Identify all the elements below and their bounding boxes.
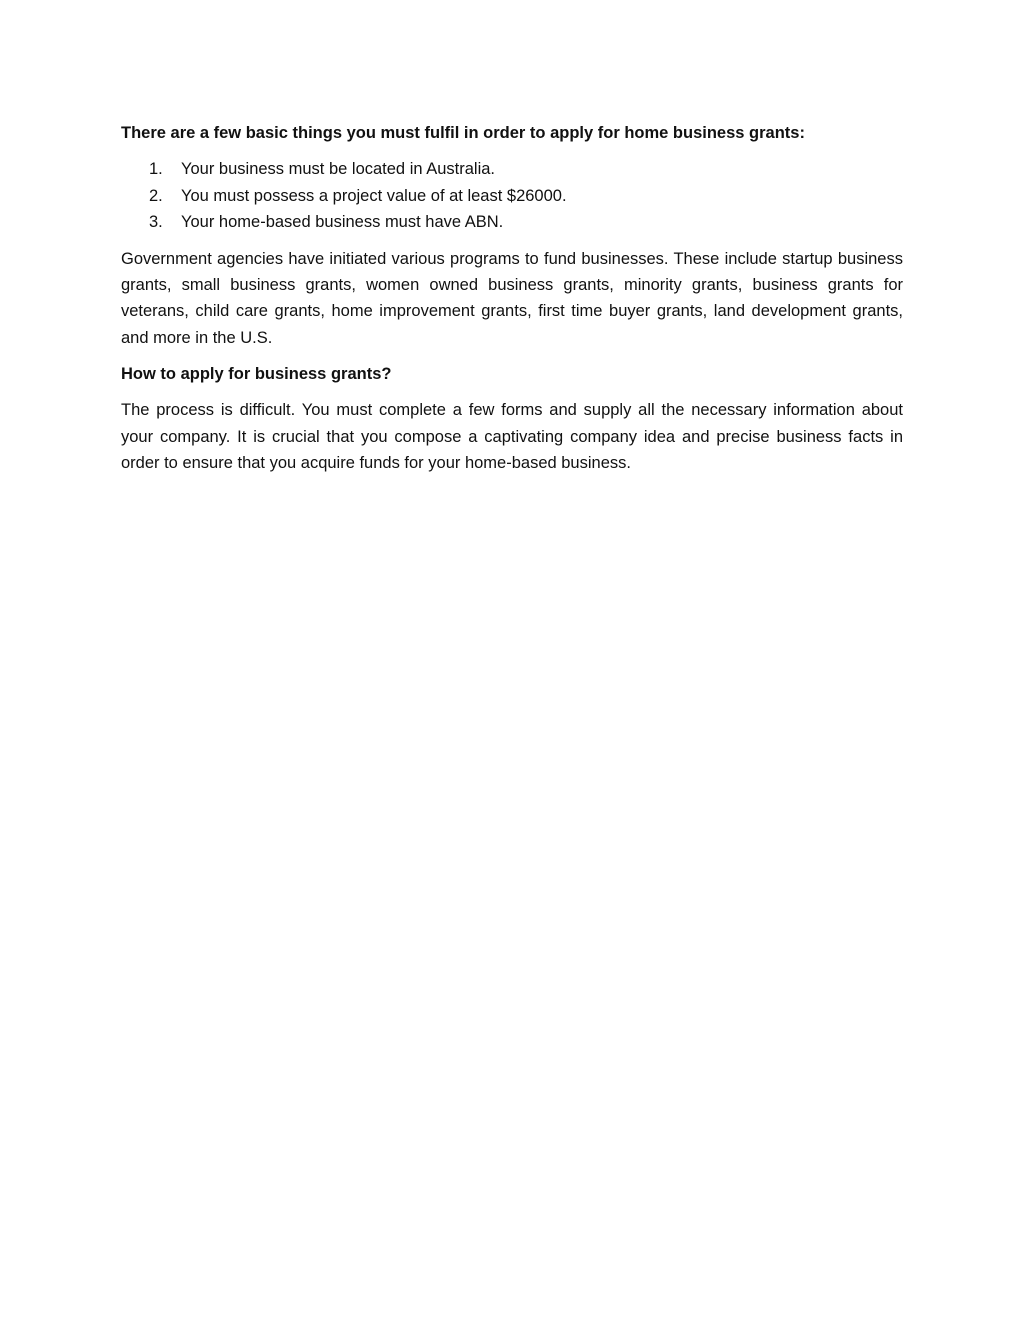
list-item: [121, 209, 903, 236]
list-item-number: 1.: [149, 160, 163, 178]
list-item-number: 2.: [149, 186, 163, 205]
requirements-list: [121, 156, 903, 236]
how-to-apply-heading: How to apply for business grants?: [121, 365, 392, 384]
requirements-heading: There are a few basic things you must fulfil in order to apply for home business grants:: [121, 124, 805, 142]
list-item-number: 3.: [149, 213, 163, 231]
programs-paragraph: Government agencies have initiated various programs to fund businesses. These include startup business grants, small business grants, women owned business grants, minority grants, business grants for veterans, child care grants, home improvement grants, first time buyer grants, land development grants, and more in the U.S.: [121, 249, 903, 347]
list-item-text: Your home-based business must have ABN.: [181, 213, 504, 231]
list-item-text: You must possess a project value of at least $26000.: [181, 186, 567, 205]
document-page: [121, 120, 903, 486]
list-item-text: Your business must be located in Australia.: [181, 160, 495, 178]
process-paragraph: The process is difficult. You must complete a few forms and supply all the necessary information about your company. It is crucial that you compose a captivating company idea and precise business facts in order to ensure that you acquire funds for your home-based business.: [121, 401, 903, 472]
list-item: [121, 183, 903, 210]
list-item: [121, 156, 903, 183]
